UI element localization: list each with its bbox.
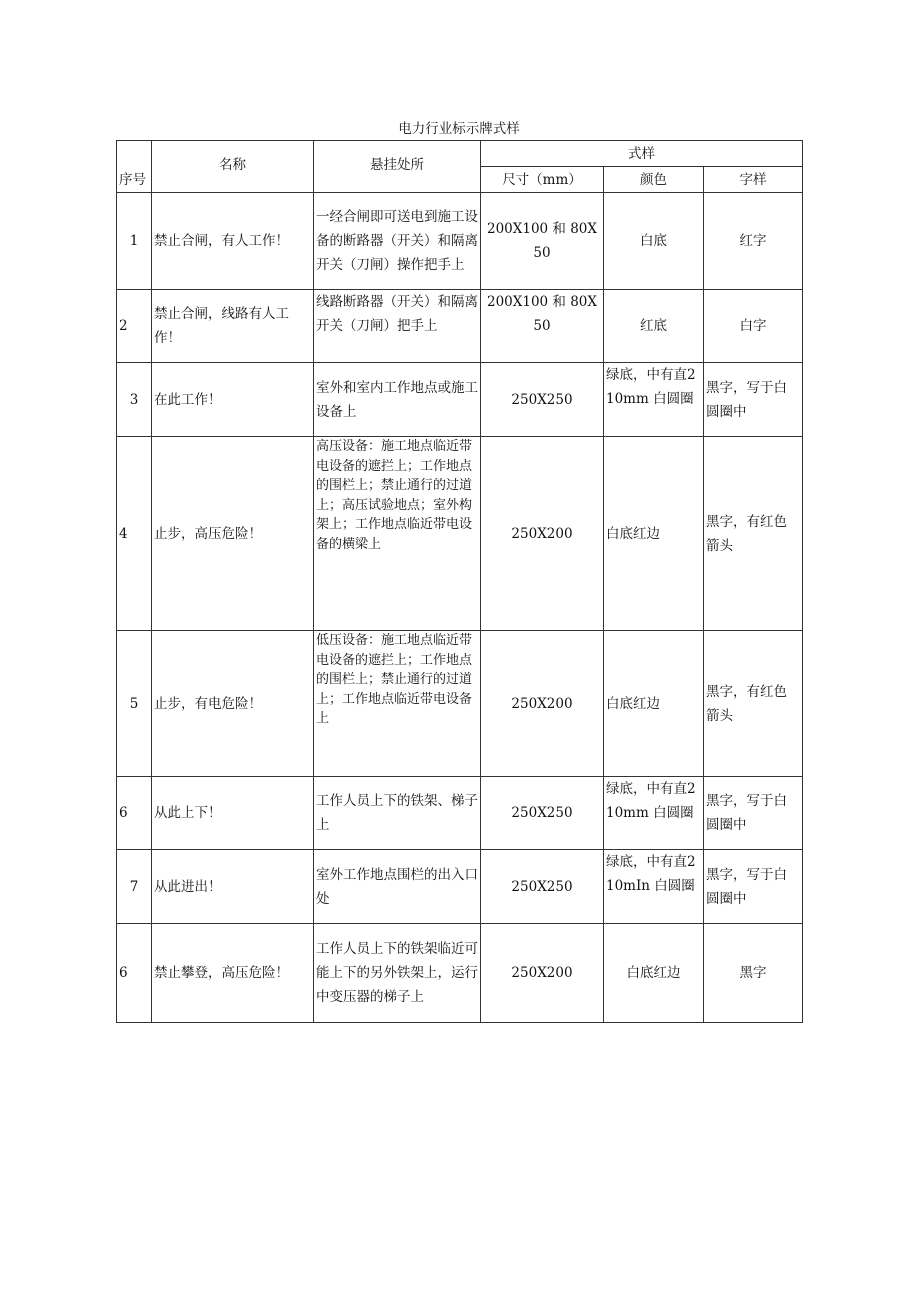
table-row [117, 437, 803, 631]
row-seq: 7 [117, 850, 152, 924]
row-size: 250X200 [481, 924, 604, 1023]
row-name: 禁止合闸，有人工作！ [152, 193, 314, 290]
row-color: 红底 [604, 290, 704, 363]
table-row [117, 363, 803, 437]
row-font: 黑字，有红色箭头 [704, 631, 803, 777]
header-font: 字样 [704, 167, 803, 193]
row-color: 白底红边 [604, 631, 704, 777]
table-row [117, 193, 803, 290]
row-font: 黑字 [704, 924, 803, 1023]
row-size: 250X250 [481, 777, 604, 850]
row-seq: 5 [117, 631, 152, 777]
row-name: 禁止攀登，高压危险！ [152, 924, 314, 1023]
row-font: 黑字，写于白圆圈中 [704, 850, 803, 924]
header-color: 颜色 [604, 167, 704, 193]
table-row [117, 850, 803, 924]
row-seq: 2 [117, 290, 152, 363]
header-name: 名称 [152, 141, 314, 193]
document-title: 电力行业标示牌式样 [398, 121, 520, 137]
row-location: 线路断路器（开关）和隔离开关（刀闸）把手上 [314, 290, 481, 363]
row-seq: 6 [117, 777, 152, 850]
row-size: 200X100 和 80X50 [481, 193, 604, 290]
row-location: 工作人员上下的铁架临近可能上下的另外铁架上，运行中变压器的梯子上 [314, 924, 481, 1023]
row-name: 禁止合闸，线路有人工作！ [152, 290, 314, 363]
row-font: 黑字，写于白圆圈中 [704, 363, 803, 437]
row-name: 止步，高压危险！ [152, 437, 314, 631]
row-name: 从此上下！ [152, 777, 314, 850]
header-size: 尺寸（mm） [481, 167, 604, 193]
row-color: 绿底，中有直210mm 白圆圈 [604, 363, 704, 437]
row-name: 在此工作！ [152, 363, 314, 437]
row-size: 250X200 [481, 437, 604, 631]
row-seq: 3 [117, 363, 152, 437]
row-name: 从此进出！ [152, 850, 314, 924]
row-location: 室外和室内工作地点或施工设备上 [314, 363, 481, 437]
row-font: 黑字，写于白圆圈中 [704, 777, 803, 850]
row-color: 白底红边 [604, 437, 704, 631]
row-size: 200X100 和 80X50 [481, 290, 604, 363]
table-row [117, 924, 803, 1023]
table-row [117, 290, 803, 363]
header-seq: 序号 [117, 141, 152, 193]
row-size: 250X200 [481, 631, 604, 777]
table-row [117, 777, 803, 850]
row-font: 黑字，有红色箭头 [704, 437, 803, 631]
row-location: 一经合闸即可送电到施工设备的断路器（开关）和隔离开关（刀闸）操作把手上 [314, 193, 481, 290]
table-header-row [117, 141, 803, 167]
row-location: 高压设备：施工地点临近带电设备的遮拦上；工作地点的围栏上；禁止通行的过道上；高压试验地点；室外构架上；工作地点临近带电设备的横梁上 [314, 437, 481, 631]
row-color: 白底红边 [604, 924, 704, 1023]
row-seq: 6 [117, 924, 152, 1023]
sign-style-table [116, 140, 803, 1023]
row-color: 白底 [604, 193, 704, 290]
row-seq: 4 [117, 437, 152, 631]
table-row [117, 631, 803, 777]
row-size: 250X250 [481, 850, 604, 924]
row-font: 红字 [704, 193, 803, 290]
row-location: 工作人员上下的铁架、梯子上 [314, 777, 481, 850]
row-font: 白字 [704, 290, 803, 363]
row-color: 绿底，中有直210mIn 白圆圈 [604, 850, 704, 924]
row-location: 低压设备：施工地点临近带电设备的遮拦上；工作地点的围栏上；禁止通行的过道上；工作地点临近带电设备上 [314, 631, 481, 777]
row-location: 室外工作地点围栏的出入口处 [314, 850, 481, 924]
row-size: 250X250 [481, 363, 604, 437]
header-style-group: 式样 [481, 141, 803, 167]
row-name: 止步，有电危险！ [152, 631, 314, 777]
row-color: 绿底，中有直210mm 白圆圈 [604, 777, 704, 850]
row-seq: 1 [117, 193, 152, 290]
header-location: 悬挂处所 [314, 141, 481, 193]
